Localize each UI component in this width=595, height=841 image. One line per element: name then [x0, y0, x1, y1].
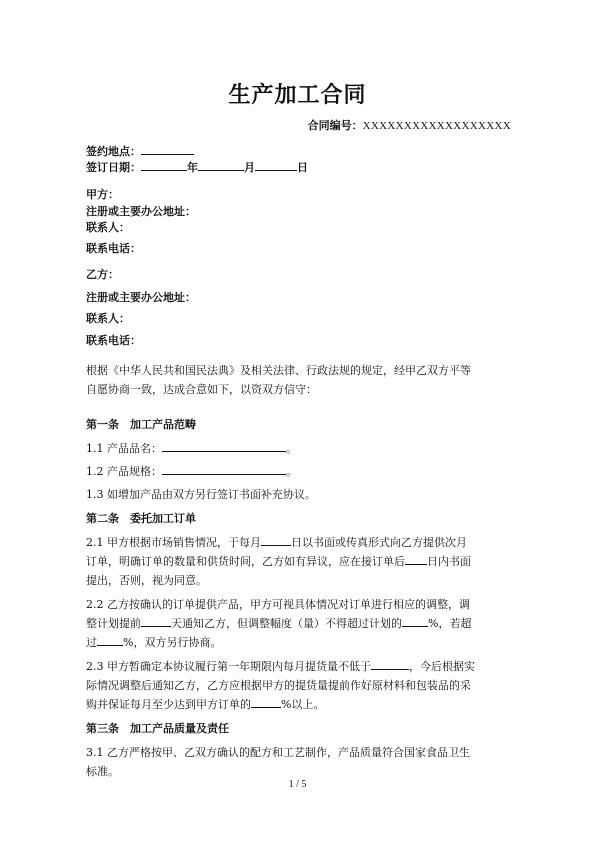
sign-date-row [86, 159, 308, 175]
article-2-item-1-line-1 [86, 534, 467, 550]
article-2-item-2-line-2 [86, 615, 471, 631]
monthly-volume-blank [371, 658, 409, 670]
item-1-1-label: 1.1 产品品名： [86, 442, 162, 455]
text: 购并保证每月至少达到甲方订单的 [86, 698, 251, 711]
party-b-address: 注册或主要办公地址： [86, 291, 196, 304]
text: 订单，明确订单的数量和供货时间，乙方如有异议，应在接订单后 [86, 555, 405, 568]
article-1-heading: 第一条 加工产品范畴 [86, 418, 196, 431]
day-of-month-blank [261, 534, 291, 546]
contract-number-value: XXXXXXXXXXXXXXXXXX [362, 120, 511, 132]
item-1-2-label: 1.2 产品规格： [86, 465, 162, 478]
text: ，今后根据实 [409, 660, 475, 673]
article-2-item-1-line-3: 提出，否则，视为同意。 [86, 574, 207, 587]
sign-place-row [86, 143, 194, 159]
contract-number-label: 合同编号： [307, 119, 363, 132]
month-label: 月 [244, 161, 255, 174]
sign-place-label: 签约地点： [86, 145, 141, 158]
article-3-item-1-line-1: 3.1 乙方严格按甲、乙双方确认的配方和工艺制作，产品质量符合国家食品卫生 [86, 746, 470, 759]
text: %，双方另行协商。 [123, 636, 222, 649]
preamble-line-1: 根据《中华人民共和国民法典》及相关法律、行政法规的规定，经甲乙双方平等 [86, 364, 471, 377]
article-2-heading: 第二条 委托加工订单 [86, 512, 196, 525]
article-1-item-2 [86, 463, 297, 479]
article-3-heading: 第三条 加工产品质量及责任 [86, 722, 229, 735]
objection-days-blank [405, 553, 427, 565]
sign-date-label: 签订日期： [86, 161, 141, 174]
text: 日以书面或传真形式向乙方提供次月 [291, 536, 467, 549]
text: 日内书面 [427, 555, 471, 568]
party-b-contact: 联系人： [86, 312, 130, 325]
item-1-2-suffix: 。 [286, 465, 297, 478]
sign-place-blank [141, 143, 194, 155]
party-a-contact: 联系人： [86, 221, 130, 234]
min-percent-blank [251, 696, 281, 708]
text: %以上。 [281, 698, 325, 711]
party-a-label: 甲方： [86, 188, 119, 201]
party-a-address: 注册或主要办公地址： [86, 205, 196, 218]
product-name-blank [162, 440, 286, 452]
exceed-percent-blank [97, 634, 123, 646]
article-2-item-1-line-2 [86, 553, 471, 569]
article-1-item-1 [86, 440, 297, 456]
text: %，若超 [428, 617, 472, 630]
article-2-item-3-line-1 [86, 658, 475, 674]
article-2-item-2-line-1: 2.2 乙方按确认的订单提供产品，甲方可视具体情况对订单进行相应的调整，调 [86, 598, 470, 611]
article-2-item-3-line-2: 际情况调整后通知乙方，乙方应根据甲方的提货量提前作好原材料和包装品的采 [86, 679, 471, 692]
party-b-label: 乙方： [86, 268, 119, 281]
month-blank [198, 159, 244, 171]
page-number: 1 / 5 [288, 779, 307, 790]
day-label: 日 [297, 161, 308, 174]
product-spec-blank [162, 463, 286, 475]
notice-days-blank [141, 615, 171, 627]
item-1-1-suffix: 。 [286, 442, 297, 455]
year-label: 年 [187, 161, 198, 174]
preamble-line-2: 自愿协商一致，达成合意如下，以资双方信守： [86, 383, 317, 396]
article-1-item-3: 1.3 如增加产品由双方另行签订书面补充协议。 [86, 488, 316, 501]
text: 整计划提前 [86, 617, 141, 630]
day-blank [255, 159, 297, 171]
adjust-percent-blank [402, 615, 428, 627]
party-b-phone: 联系电话： [86, 334, 141, 347]
article-2-item-2-line-3 [86, 634, 221, 650]
year-blank [141, 159, 187, 171]
document-title: 生产加工合同 [228, 83, 367, 108]
text: 2.3 甲方暂确定本协议履行第一年期限内每月提货量不低于 [86, 660, 371, 673]
contract-number [308, 117, 511, 133]
party-a-phone: 联系电话： [86, 242, 141, 255]
text: 过 [86, 636, 97, 649]
text: 天通知乙方，但调整幅度（量）不得超过计划的 [171, 617, 402, 630]
article-2-item-3-line-3 [86, 696, 324, 712]
text: 2.1 甲方根据市场销售情况，于每月 [86, 536, 261, 549]
article-3-item-1-line-2: 标准。 [86, 765, 119, 778]
